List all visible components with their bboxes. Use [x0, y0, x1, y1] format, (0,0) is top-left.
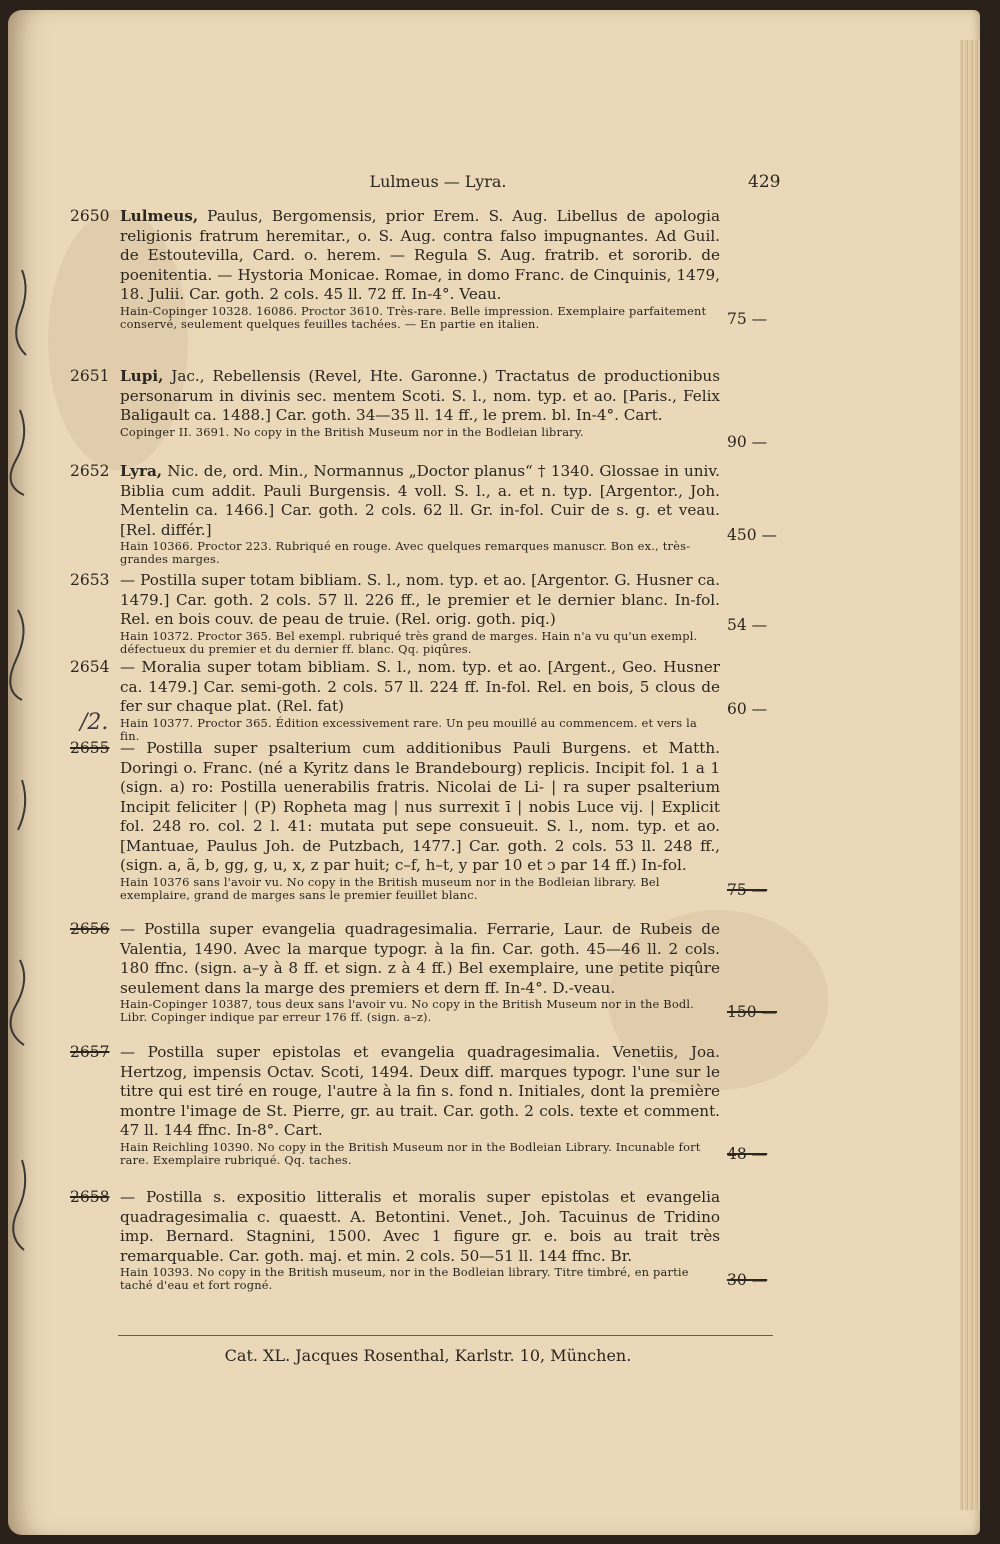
entry-text — [120, 571, 720, 630]
lot-number: 2657 — [70, 1043, 110, 1061]
catalog-entry — [70, 920, 822, 1024]
entry-text — [120, 462, 720, 540]
entry-text — [120, 739, 720, 876]
price: 75 — — [727, 310, 768, 328]
catalog-entry — [70, 1043, 822, 1167]
lot-number: 2650 — [70, 207, 110, 225]
margin-scribbles — [8, 260, 48, 1310]
entry-head: Lulmeus, — [120, 207, 199, 225]
entry-body: — Postilla s. expositio litteralis et moralis super epistolas et evangelia quadragesimalia c. quaestt. A. Betontini. Venet., Joh. Tacuinus de Tridino imp. Bernard. Stagnini, 1500. Avec 1 figure gr. e. bois au trait très remarquable. Car. goth. maj. et min. 2 cols. 50—51 ll. 144 ffnc. Br. — [120, 1188, 720, 1265]
lot-number: 2651 — [70, 367, 110, 385]
entry-text — [120, 367, 720, 426]
price — [727, 1003, 822, 1021]
entry-note: Hain-Copinger 10328. 16086. Proctor 3610. Très-rare. Belle impression. Exemplaire parfaitement conservé, seulement quelques feuilles tachées. — En partie en italien. — [120, 303, 707, 331]
entry-note: Hain 10393. No copy in the British museum, nor in the Bodleian library. Titre timbré, en partie taché d'eau et fort rogné. — [120, 1265, 689, 1292]
lot-number: 2656 — [70, 920, 110, 938]
catalog-entry — [70, 207, 822, 331]
entry-text — [120, 207, 720, 305]
entry-body: — Postilla super totam bibliam. S. l., nom. typ. et ao. [Argentor. G. Husner ca. 1479.] Car. goth. 2 cols. 57 ll. 226 ff., le premier et le dernier blanc. In-fol. Rel. en bois couv. de peau de truie. (Rel. orig. goth. piq.) — [120, 571, 720, 628]
page-number: 429 — [748, 172, 781, 192]
price-value: 75 — — [727, 881, 768, 899]
entry-body: — Postilla super evangelia quadragesimalia. Ferrarie, Laur. de Rubeis de Valentia, 1490. Avec la marque typogr. à la fin. Car. goth. 45—46 ll. 2 cols. 180 ffnc. (sign. a–y à 8 ff. et sign. z à 4 ff.) Bel exemplaire, une petite piqûre seulement dans la marge des premiers et dern ff. In-4°. D.-veau. — [120, 920, 720, 997]
lot-number: 2653 — [70, 571, 110, 589]
pencil-note: /2. — [80, 710, 109, 735]
catalog-entry — [70, 658, 822, 743]
price — [727, 1145, 822, 1163]
catalog-footer: Cat. XL. Jacques Rosenthal, Karlstr. 10, München. — [224, 1346, 632, 1365]
entry-note: Hain Reichling 10390. No copy in the British Museum nor in the Bodleian Library. Incunable fort rare. Exemplaire rubriqué. Qq. taches. — [120, 1139, 701, 1167]
price: 54 — — [727, 616, 768, 634]
entry-head: Lupi, — [120, 367, 164, 385]
price: 60 — — [727, 700, 768, 718]
entry-body: — Postilla super psalterium cum additionibus Pauli Burgens. et Matth. Doringi o. Franc. (né a Kyritz dans le Brandebourg) replicis. Incipit fol. 1 a 1 (sign. a) ro: Postilla uenerabilis fratris. Nicolai de Li- | ra super psalterium Incipit feliciter | (P) Ropheta mag | nus surrexit ī | nobis Luce vij. | Explicit fol. 248 ro. col. 2 l. 41: mutata put sepe consueuit. S. l., nom. typ. et ao. [Mantuae, Paulus Joh. de Putzbach, 1477.] Car. goth. 2 cols. 53 ll. 248 ff., (sign. a, ã, b, gg, g, u, x, z par huit; c–f, h–t, y par 10 et ɔ par 14 ff.) In-fol. — [120, 739, 720, 874]
entry-note: Hain 10376 sans l'avoir vu. No copy in the British museum nor in the Bodleian library. Bel exemplaire, grand de marges sans le premier feuillet blanc. — [120, 874, 660, 902]
catalog-entry — [70, 462, 822, 566]
price-value: 150 — — [727, 1003, 778, 1021]
entry-body: Paulus, Bergomensis, prior Erem. S. Aug. Libellus de apologia religionis fratrum heremitar., o. S. Aug. contra falso impugnantes. Ad Guil. de Estoutevilla, Card. o. herem. — Regula S. Aug. fratrib. et sororib. de poenitentia. — Hystoria Monicae. Romae, in domo Franc. de Cinquinis, 1479, 18. Julii. Car. goth. 2 cols. 45 ll. 72 ff. In-4°. Veau. — [120, 207, 720, 303]
price: 450 — — [727, 526, 778, 544]
entry-body: Jac., Rebellensis (Revel, Hte. Garonne.) Tractatus de productionibus personarum in divinis sec. mentem Scoti. S. l., nom. typ. et ao. [Paris., Felix Baligault ca. 1488.] Car. goth. 34—35 ll. 14 ff., le prem. bl. In-4°. Cart. — [120, 367, 721, 424]
entry-text — [120, 658, 720, 717]
price-value: 48 — — [727, 1145, 768, 1163]
entry-note: Hain 10366. Proctor 223. Rubriqué en rouge. Avec quelques remarques manuscr. Bon ex., très-grandes marges. — [120, 539, 691, 566]
page-header — [8, 172, 980, 202]
price — [727, 881, 822, 899]
price: 90 — — [727, 433, 768, 451]
lot-number: 2652 — [70, 462, 110, 480]
running-title: Lulmeus — Lyra. — [369, 172, 507, 191]
entry-note: Hain-Copinger 10387, tous deux sans l'avoir vu. No copy in the British Museum nor in the Bodl. Libr. Copinger indique par erreur 176 ff. (sign. a–z). — [120, 997, 695, 1024]
catalog-page — [8, 10, 980, 1535]
entry-body: — Postilla super epistolas et evangelia quadragesimalia. Venetiis, Joa. Hertzog, impensis Octav. Scoti, 1494. Deux diff. marques typogr. l'une sur le titre qui est tiré en rouge, l'autre à la fin s. fond n. Initiales, dont la première montre l'image de St. Pierre, gr. au trait. Car. goth. 2 cols. texte et comment. 47 ll. 144 ffnc. In-8°. Cart. — [120, 1043, 720, 1139]
lot-number: 2654 — [70, 658, 110, 676]
entry-body: — Moralia super totam bibliam. S. l., nom. typ. et ao. [Argent., Geo. Husner ca. 1479.] Car. semi-goth. 2 cols. 57 ll. 224 ff. In-fol. Rel. en bois, 5 clous de fer sur chaque plat. (Rel. fat) — [120, 658, 720, 715]
entry-note: Copinger II. 3691. No copy in the British Museum nor in the Bodleian library. — [120, 424, 584, 439]
price-value: 30 — — [727, 1271, 768, 1289]
entry-text — [120, 920, 720, 998]
entry-text — [120, 1043, 720, 1141]
lot-number: 2658 — [70, 1188, 110, 1206]
price — [727, 1271, 822, 1289]
entry-text — [120, 1188, 720, 1266]
lot-number: 2655 — [70, 739, 110, 757]
catalog-entry — [70, 367, 822, 451]
catalog-entry — [70, 571, 822, 656]
page-edge — [960, 40, 980, 1510]
catalog-entry — [70, 1188, 822, 1292]
entry-note: Hain 10377. Proctor 365. Édition excessivement rare. Un peu mouillé au commencem. et vers la fin. — [120, 715, 697, 743]
footer-rule — [118, 1335, 773, 1336]
entry-body: Nic. de, ord. Min., Normannus „Doctor planus“ † 1340. Glossae in univ. Biblia cum addit. Pauli Burgensis. 4 voll. S. l., a. et n. typ. [Argentor., Joh. Mentelin ca. 1466.] Car. goth. 2 cols. 62 ll. Gr. in-fol. Cuir de s. g. et veau. [Rel. différ.] — [120, 462, 720, 539]
catalog-entry — [70, 739, 822, 902]
entry-head: Lyra, — [120, 462, 163, 480]
entry-note: Hain 10372. Proctor 365. Bel exempl. rubriqué très grand de marges. Hain n'a vu qu'un exempl. défectueux du premier et du dernier ff. blanc. Qq. piqûres. — [120, 628, 698, 656]
